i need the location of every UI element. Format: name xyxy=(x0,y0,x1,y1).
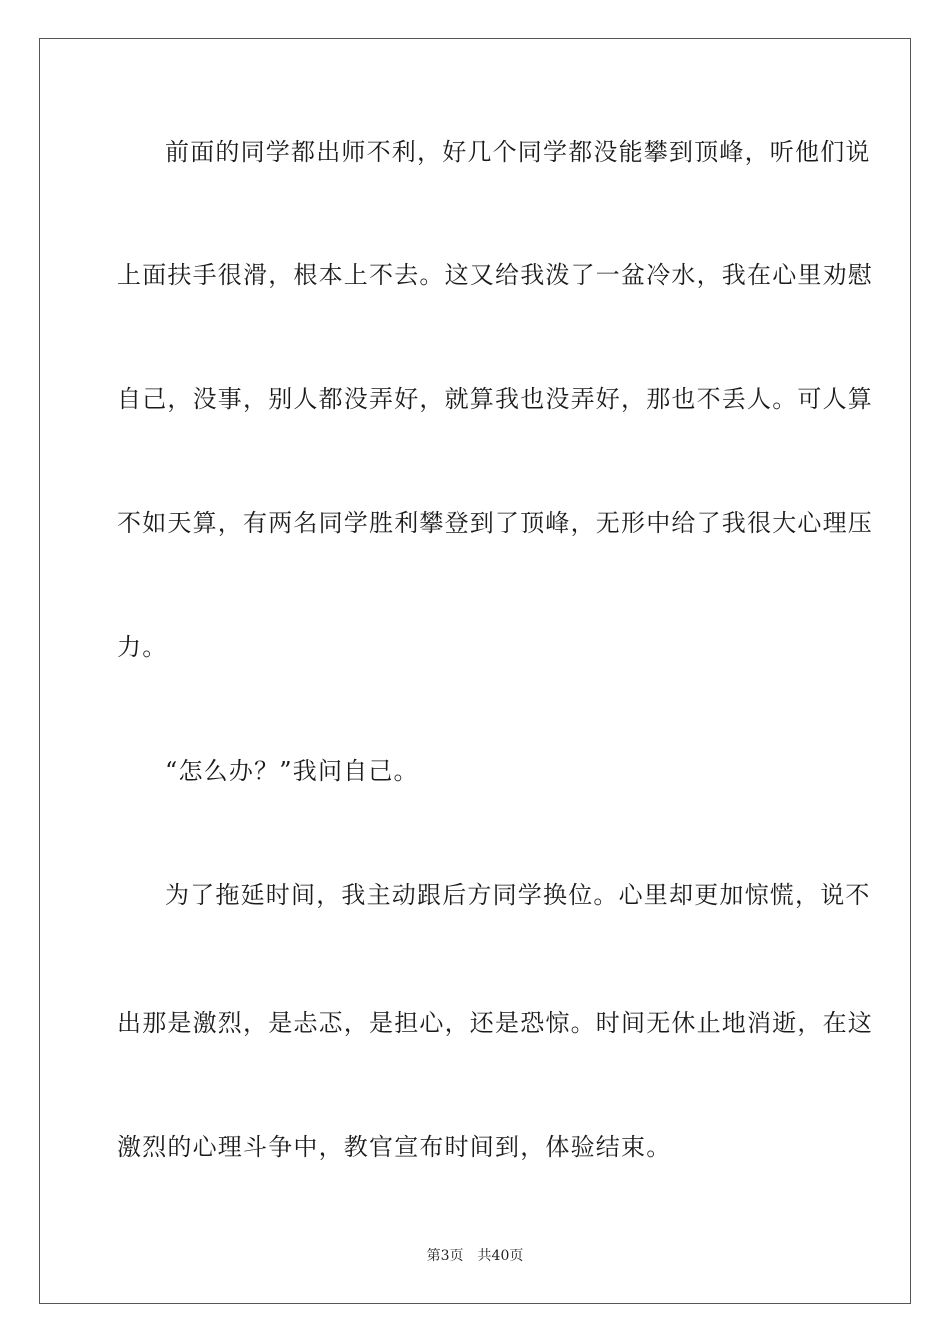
paragraph-1-line-3: 自己，没事，别人都没弄好，就算我也没弄好，那也不丢人。可人算 xyxy=(117,385,873,413)
paragraph-2-line-1: “怎么办？”我问自己。 xyxy=(165,757,419,785)
page-number: 第3页 xyxy=(426,1248,464,1264)
page-total: 共40页 xyxy=(477,1248,524,1264)
paragraph-1-line-4: 不如天算，有两名同学胜利攀登到了顶峰，无形中给了我很大心理压 xyxy=(117,509,873,537)
paragraph-1-line-5: 力。 xyxy=(117,633,168,661)
paragraph-1-line-1: 前面的同学都出师不利，好几个同学都没能攀到顶峰，听他们说 xyxy=(165,138,871,166)
page-footer xyxy=(0,1247,950,1265)
paragraph-3-line-1: 为了拖延时间，我主动跟后方同学换位。心里却更加惊慌，说不 xyxy=(165,881,871,909)
paragraph-1-line-2: 上面扶手很滑，根本上不去。这又给我泼了一盆冷水，我在心里劝慰 xyxy=(117,261,873,289)
page-border xyxy=(39,38,911,1304)
paragraph-3-line-3: 激烈的心理斗争中，教官宣布时间到，体验结束。 xyxy=(117,1133,672,1161)
paragraph-3-line-2: 出那是激烈，是忐忑，是担心，还是恐惊。时间无休止地消逝，在这 xyxy=(117,1009,873,1037)
